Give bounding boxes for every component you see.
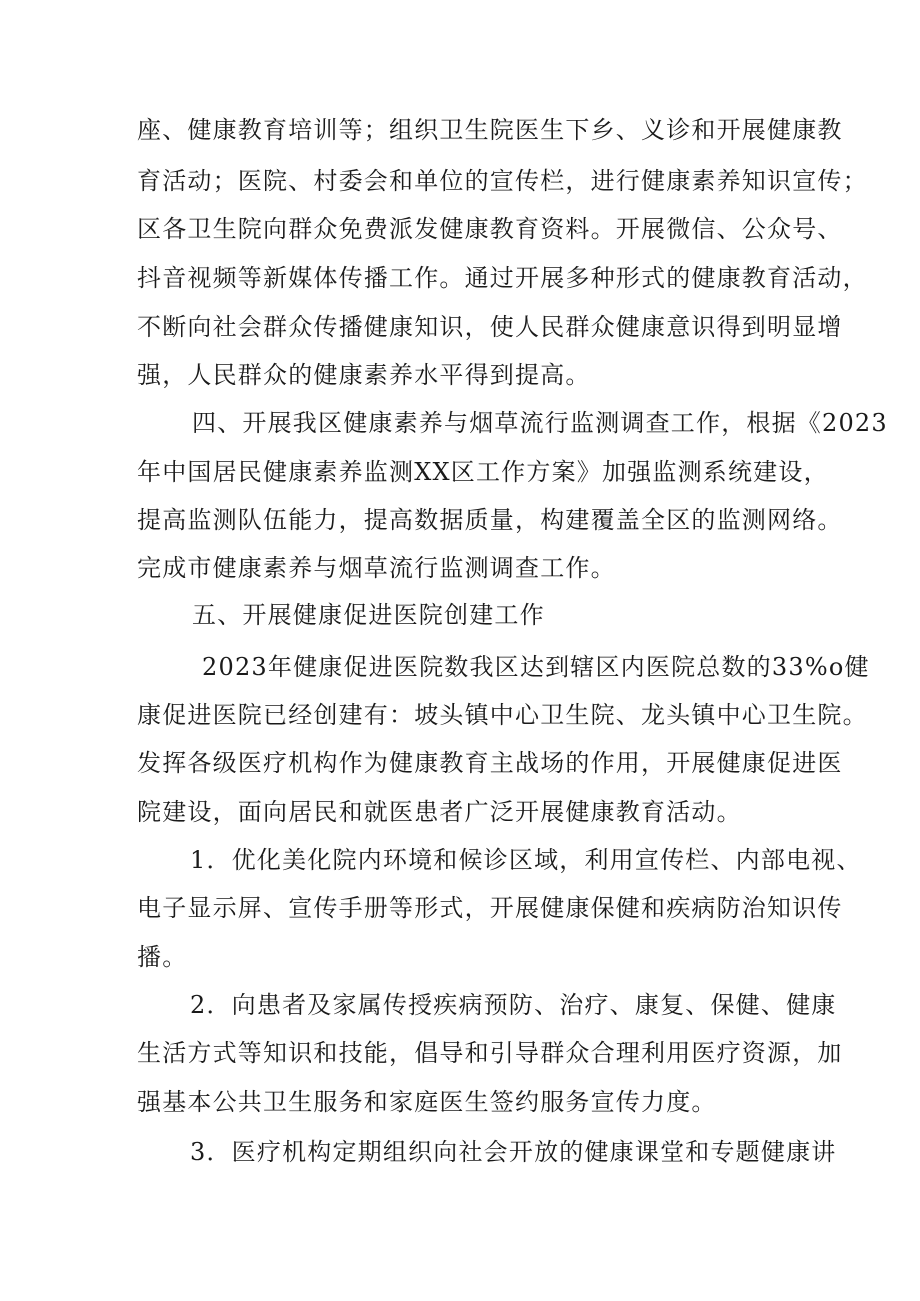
text-line: 2023年健康促进医院数我区达到辖区内医院总数的33%o健: [202, 653, 870, 681]
text-line: 四、开展我区健康素养与烟草流行监测调查工作，根据《2023: [192, 409, 888, 437]
text-line: 提高监测队伍能力，提高数据质量，构建覆盖全区的监测网络。: [137, 506, 843, 534]
text-line: 不断向社会群众传播健康知识，使人民群众健康意识得到明显增: [137, 313, 843, 341]
text-line: 座、健康教育培训等；组织卫生院医生下乡、义诊和开展健康教: [137, 116, 843, 144]
text-line: 院建设，面向居民和就医患者广泛开展健康教育活动。: [137, 798, 742, 826]
text-line: 生活方式等知识和技能，倡导和引导群众合理利用医疗资源，加: [137, 1039, 843, 1067]
text-line: 强基本公共卫生服务和家庭医生签约服务宣传力度。: [137, 1088, 717, 1116]
text-line: 康促进医院已经创建有：坡头镇中心卫生院、龙头镇中心卫生院。: [137, 701, 868, 729]
section-heading: 五、开展健康促进医院创建工作: [192, 601, 545, 629]
text-line: 完成市健康素养与烟草流行监测调查工作。: [137, 554, 616, 582]
list-item: 1．优化美化院内环境和候诊区域，利用宣传栏、内部电视、: [190, 846, 862, 874]
text-line: 区各卫生院向群众免费派发健康教育资料。开展微信、公众号、: [137, 215, 843, 243]
text-line: 播。: [137, 943, 188, 971]
text-line: 年中国居民健康素养监测XX区工作方案》加强监测系统建设，: [137, 458, 829, 486]
text-line: 抖音视频等新媒体传播工作。通过开展多种形式的健康教育活动，: [137, 264, 868, 292]
text-line: 育活动；医院、村委会和单位的宣传栏，进行健康素养知识宣传；: [137, 167, 868, 195]
list-item: 2．向患者及家属传授疾病预防、治疗、康复、保健、健康: [190, 991, 837, 1019]
text-line: 强，人民群众的健康素养水平得到提高。: [137, 361, 591, 389]
text-line: 电子显示屏、宣传手册等形式，开展健康保健和疾病防治知识传: [137, 894, 843, 922]
text-line: 发挥各级医疗机构作为健康教育主战场的作用，开展健康促进医: [137, 749, 843, 777]
list-item: 3．医疗机构定期组织向社会开放的健康课堂和专题健康讲: [190, 1138, 837, 1166]
